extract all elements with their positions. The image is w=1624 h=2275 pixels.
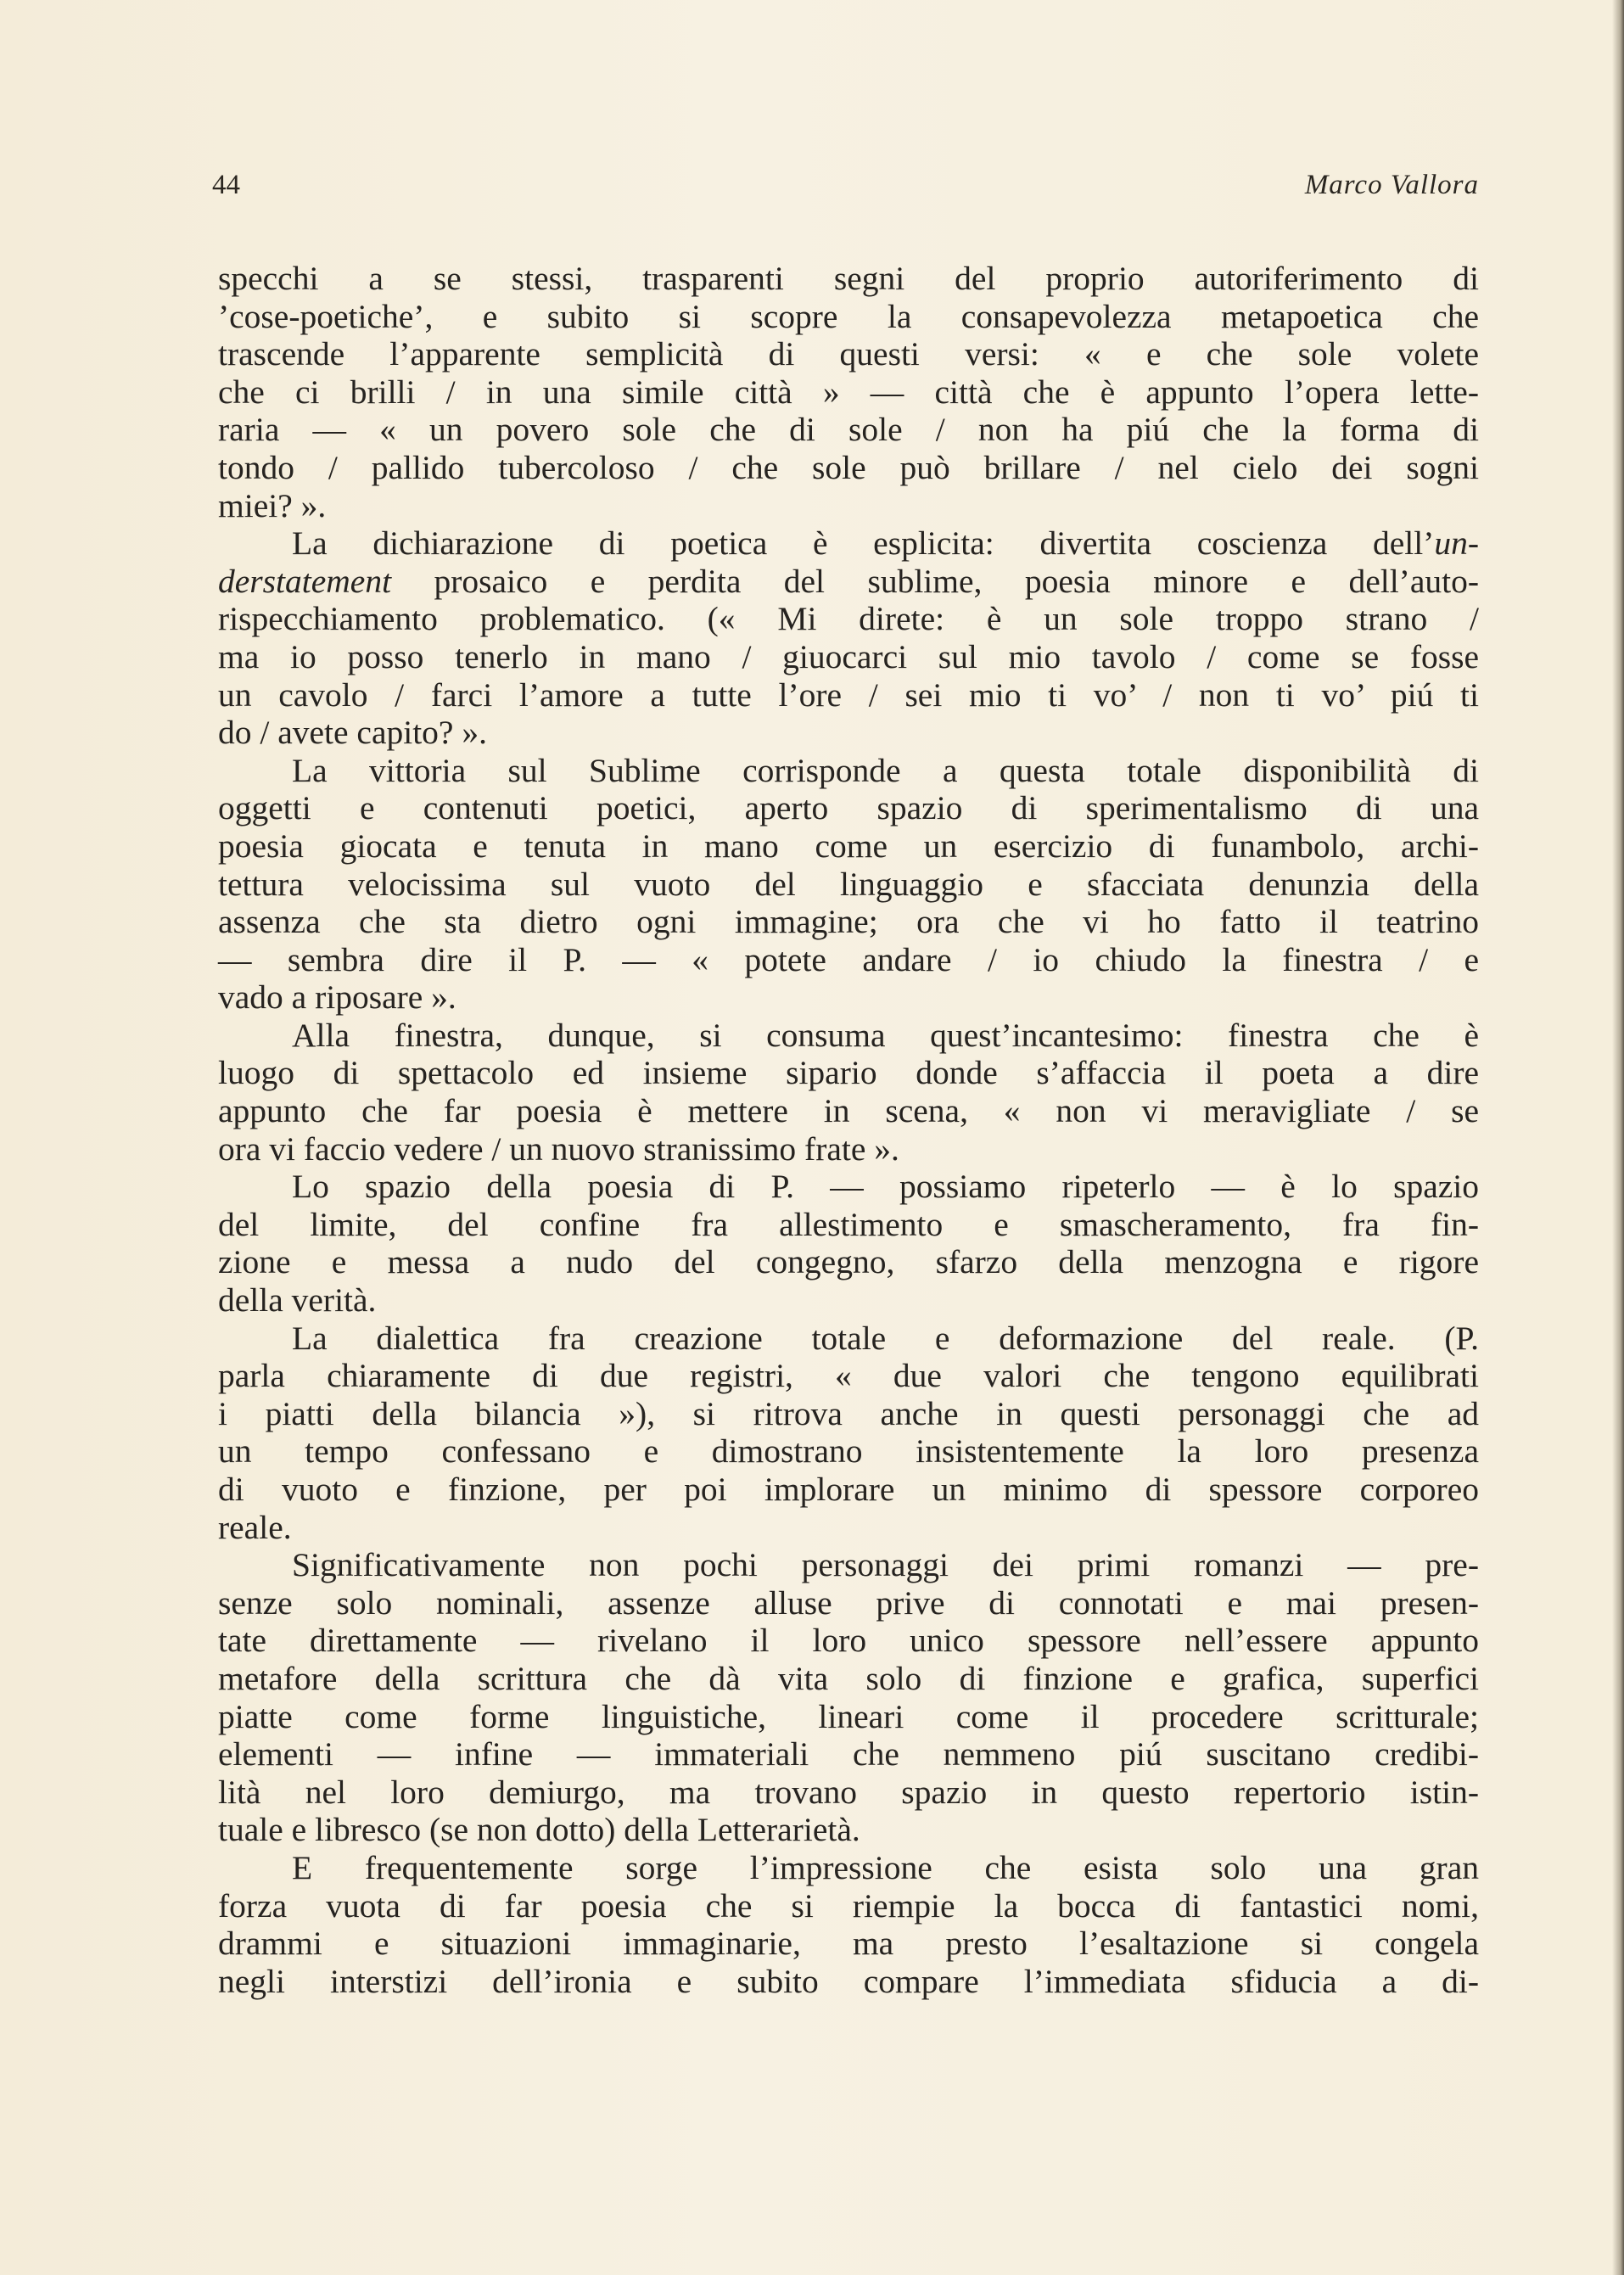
text-line: luogo di spettacolo ed insieme sipario donde s’affaccia il poeta a dire [218,1054,1479,1092]
text-line: tettura velocissima sul vuoto del linguaggio e sfacciata denunzia della [218,865,1479,903]
paragraph-6 [218,1320,1479,1547]
text-line: ’cose-poetiche’, e subito si scopre la consapevolezza metapoetica che [218,297,1479,335]
page-edge-shadow [1612,0,1624,2275]
text-line: di vuoto e finzione, per poi implorare un minimo di spessore corporeo [218,1471,1479,1508]
text-line: del limite, del confine fra allestimento e smascheramento, fra fin- [218,1205,1479,1243]
text-line: specchi a se stessi, trasparenti segni del proprio autoriferimento di [218,260,1479,297]
text-line: i piatti della bilancia »), si ritrova anche in questi personaggi che ad [218,1394,1479,1432]
paragraph-7 [218,1546,1479,1849]
text-line: senze solo nominali, assenze alluse prive di connotati e mai presen- [218,1583,1479,1622]
text-line: Lo spazio della poesia di P. — possiamo ripeterlo — è lo spazio [292,1168,1479,1206]
paragraph-2 [218,524,1479,752]
text-line: miei? ». [218,486,327,524]
text-line: zione e messa a nudo del congegno, sfarzo della menzogna e rigore [218,1243,1479,1281]
paragraph-8 [218,1849,1479,2000]
text-line: oggetti e contenuti poetici, aperto spazio di sperimentalismo di una [218,789,1479,827]
text-line: ora vi faccio vedere / un nuovo stranissimo frate ». [218,1129,899,1168]
italic-term: derstatement [218,562,392,600]
text-run: La dichiarazione di poetica è esplicita: divertita coscienza dell’ [292,524,1435,563]
running-head [212,170,1479,212]
text-line: rispecchiamento problematico. (« Mi direte: è un sole troppo strano / [218,600,1479,638]
text-line: Significativamente non pochi personaggi dei primi romanzi — pre- [292,1546,1479,1584]
text-line [218,524,1479,563]
text-line: drammi e situazioni immaginarie, ma presto l’esaltazione si congela [218,1925,1479,1963]
paragraph-5 [218,1168,1479,1319]
text-line: della verità. [218,1281,377,1320]
text-line: do / avete capito? ». [218,714,487,752]
text-line [218,563,1479,601]
text-line: lità nel loro demiurgo, ma trovano spazio in questo repertorio istin- [218,1773,1479,1811]
text-line: tuale e libresco (se non dotto) della Letterarietà. [218,1811,860,1849]
text-line: un cavolo / farci l’amore a tutte l’ore / sei mio ti vo’ / non ti vo’ piú ti [218,675,1479,714]
text-line: vado a riposare ». [218,978,456,1017]
text-line: negli interstizi dell’ironia e subito compare l’immediata sfiducia a di- [218,1962,1479,2000]
text-line: forza vuota di far poesia che si riempie la bocca di fantastici nomi, [218,1886,1479,1925]
text-line: assenza che sta dietro ogni immagine; ora che vi ho fatto il teatrino [218,903,1479,941]
text-line: E frequentemente sorge l’impressione che esista solo una gran [292,1848,1479,1886]
text-line: elementi — infine — immateriali che nemmeno piú suscitano credibi- [218,1735,1479,1773]
body-text [218,260,1479,2000]
text-line: ma io posso tenerlo in mano / giuocarci sul mio tavolo / come se fosse [218,637,1479,675]
paragraph-3 [218,752,1479,1017]
text-line: parla chiaramente di due registri, « due valori che tengono equilibrati [218,1357,1479,1395]
paragraph-1 [218,260,1479,524]
text-line: raria — « un povero sole che di sole / non ha piú che la forma di [218,411,1479,449]
text-line: un tempo confessano e dimostrano insistentemente la loro presenza [218,1432,1479,1471]
text-line: — sembra dire il P. — « potete andare / io chiudo la finestra / e [218,940,1479,978]
text-line: tate direttamente — rivelano il loro unico spessore nell’essere appunto [218,1622,1479,1660]
text-line: trascende l’apparente semplicità di questi versi: « e che sole volete [218,335,1479,373]
text-line: che ci brilli / in una simile città » — città che è appunto l’opera lette- [218,373,1479,411]
text-line: La vittoria sul Sublime corrisponde a questa totale disponibilità di [292,751,1479,789]
text-line: piatte come forme linguistiche, lineari come il procedere scritturale; [218,1697,1479,1735]
text-line: metafore della scrittura che dà vita solo di finzione e grafica, superfici [218,1659,1479,1697]
text-line: appunto che far poesia è mettere in scena, « non vi meravigliate / se [218,1092,1479,1130]
page-number: 44 [212,170,240,200]
text-run: prosaico e perdita del sublime, poesia minore e dell’auto- [391,562,1479,600]
text-line: La dialettica fra creazione totale e deformazione del reale. (P. [292,1319,1479,1357]
text-line: tondo / pallido tubercoloso / che sole può brillare / nel cielo dei sogni [218,448,1479,486]
paragraph-4 [218,1017,1479,1168]
text-line: Alla finestra, dunque, si consuma quest’incantesimo: finestra che è [292,1016,1479,1054]
italic-term: un- [1434,524,1479,563]
text-line: reale. [218,1508,292,1546]
text-line: poesia giocata e tenuta in mano come un esercizio di funambolo, archi- [218,827,1479,865]
running-head-author: Marco Vallora [1304,170,1479,200]
